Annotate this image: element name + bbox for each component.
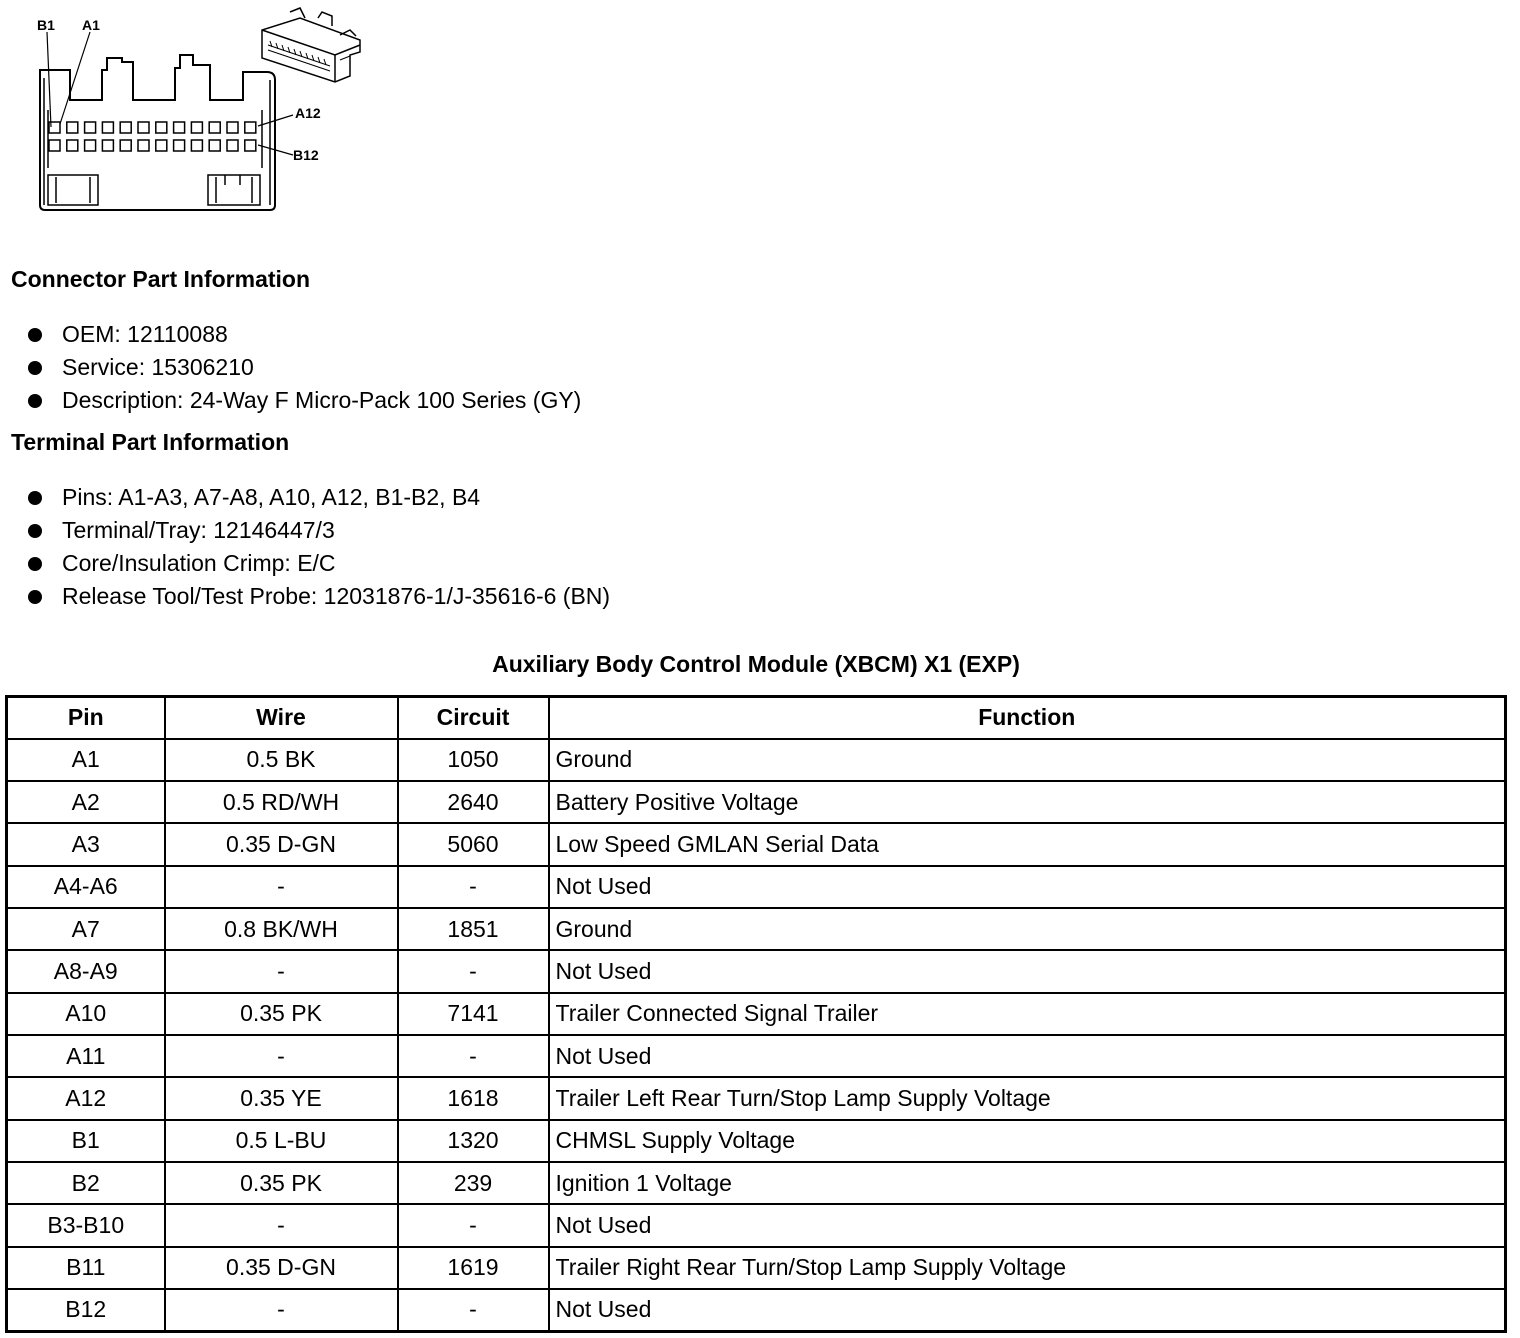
cell-pin: A7 (7, 908, 165, 950)
cell-function: Not Used (549, 950, 1506, 992)
cell-circuit: 2640 (398, 781, 549, 823)
bullet-icon (28, 557, 42, 571)
cell-wire: - (165, 866, 398, 908)
cell-function: Trailer Left Rear Turn/Stop Lamp Supply Voltage (549, 1077, 1506, 1119)
list-item (28, 580, 610, 613)
cell-pin: A1 (7, 739, 165, 781)
list-item (28, 481, 610, 514)
cell-circuit: 239 (398, 1162, 549, 1204)
cell-function: Battery Positive Voltage (549, 781, 1506, 823)
cell-circuit: 1050 (398, 739, 549, 781)
list-item (28, 384, 581, 417)
list-item (28, 514, 610, 547)
list-item-text: Terminal/Tray: 12146447/3 (62, 517, 335, 543)
column-header-wire: Wire (165, 697, 398, 739)
pin-cavity (67, 140, 78, 151)
callout-a12: A12 (295, 105, 321, 121)
pin-cavity (245, 140, 256, 151)
cell-pin: B2 (7, 1162, 165, 1204)
cell-function: Low Speed GMLAN Serial Data (549, 823, 1506, 865)
cell-wire: 0.35 D-GN (165, 1247, 398, 1289)
bullet-icon (28, 590, 42, 604)
pin-cavity (102, 140, 113, 151)
cell-function: Trailer Right Rear Turn/Stop Lamp Supply Voltage (549, 1247, 1506, 1289)
bullet-icon (28, 524, 42, 538)
pin-cavity (120, 140, 131, 151)
cell-wire: 0.35 YE (165, 1077, 398, 1119)
list-item (28, 318, 581, 351)
column-header-function: Function (549, 697, 1506, 739)
cell-circuit: - (398, 1035, 549, 1077)
pin-cavity (49, 140, 60, 151)
cell-function: Not Used (549, 1204, 1506, 1246)
pin-cavity (138, 122, 149, 133)
pin-cavity (209, 122, 220, 133)
pin-cavity (85, 140, 96, 151)
cell-circuit: 5060 (398, 823, 549, 865)
connector-part-info-list (28, 318, 581, 417)
table-row (7, 1077, 1506, 1119)
cell-pin: A4-A6 (7, 866, 165, 908)
cell-function: Not Used (549, 1035, 1506, 1077)
cell-pin: B11 (7, 1247, 165, 1289)
cell-wire: 0.35 PK (165, 1162, 398, 1204)
table-row (7, 1120, 1506, 1162)
pin-cavity (227, 140, 238, 151)
list-item-text: Release Tool/Test Probe: 12031876-1/J-35616-6 (BN) (62, 583, 611, 609)
cell-circuit: - (398, 866, 549, 908)
cell-wire: 0.35 PK (165, 993, 398, 1035)
table-row (7, 1035, 1506, 1077)
table-row (7, 739, 1506, 781)
cell-circuit: 1618 (398, 1077, 549, 1119)
table-row (7, 1204, 1506, 1246)
pin-cavity (156, 140, 167, 151)
table-body (7, 739, 1506, 1332)
list-item-text: Service: 15306210 (62, 354, 254, 380)
list-item (28, 351, 581, 384)
connector-part-info-heading: Connector Part Information (11, 266, 311, 292)
cell-circuit: 7141 (398, 993, 549, 1035)
pin-cavity (174, 122, 185, 133)
cell-pin: A10 (7, 993, 165, 1035)
pin-cavity (67, 122, 78, 133)
cell-function: Not Used (549, 1289, 1506, 1332)
cell-pin: A11 (7, 1035, 165, 1077)
table-row (7, 1162, 1506, 1204)
list-item-text: Description: 24-Way F Micro-Pack 100 Series (GY) (62, 387, 582, 413)
column-header-circuit: Circuit (398, 697, 549, 739)
callout-b1: B1 (37, 17, 55, 33)
terminal-part-info-list (28, 481, 610, 613)
table-row (7, 781, 1506, 823)
cell-pin: B1 (7, 1120, 165, 1162)
cell-wire: - (165, 1204, 398, 1246)
cell-wire: 0.5 RD/WH (165, 781, 398, 823)
pin-cavity (227, 122, 238, 133)
cell-circuit: 1619 (398, 1247, 549, 1289)
cell-pin: A8-A9 (7, 950, 165, 992)
cell-function: Ground (549, 908, 1506, 950)
cell-circuit: - (398, 1204, 549, 1246)
cell-wire: 0.8 BK/WH (165, 908, 398, 950)
terminal-part-info-heading: Terminal Part Information (11, 429, 290, 455)
cell-function: Ground (549, 739, 1506, 781)
table-row (7, 950, 1506, 992)
cell-circuit: 1320 (398, 1120, 549, 1162)
pin-cavity (174, 140, 185, 151)
list-item-text: Pins: A1-A3, A7-A8, A10, A12, B1-B2, B4 (62, 484, 481, 510)
bullet-icon (28, 394, 42, 408)
callout-a1: A1 (82, 17, 100, 33)
cell-wire: 0.5 BK (165, 739, 398, 781)
cell-pin: A12 (7, 1077, 165, 1119)
pin-cavity (102, 122, 113, 133)
cell-pin: A2 (7, 781, 165, 823)
cell-circuit: - (398, 1289, 549, 1332)
table-header-row (7, 697, 1506, 739)
bullet-icon (28, 361, 42, 375)
pin-cavity (245, 122, 256, 133)
cell-circuit: - (398, 950, 549, 992)
cell-pin: B12 (7, 1289, 165, 1332)
cell-function: Ignition 1 Voltage (549, 1162, 1506, 1204)
cell-wire: - (165, 1035, 398, 1077)
table-row (7, 993, 1506, 1035)
table-row (7, 823, 1506, 865)
pin-cavity (138, 140, 149, 151)
pin-cavity (156, 122, 167, 133)
table-row (7, 866, 1506, 908)
cell-wire: - (165, 1289, 398, 1332)
cell-circuit: 1851 (398, 908, 549, 950)
connector-diagram (0, 0, 400, 225)
table-row (7, 1247, 1506, 1289)
bullet-icon (28, 491, 42, 505)
pin-cavity (120, 122, 131, 133)
pin-cavity (85, 122, 96, 133)
callout-b12: B12 (293, 147, 319, 163)
list-item (28, 547, 610, 580)
pinout-table (5, 695, 1507, 1333)
cell-function: Not Used (549, 866, 1506, 908)
cell-wire: - (165, 950, 398, 992)
pin-cavities (49, 122, 256, 151)
pin-cavity (191, 140, 202, 151)
table-title: Auxiliary Body Control Module (XBCM) X1 (EXP) (492, 651, 1020, 677)
cell-wire: 0.35 D-GN (165, 823, 398, 865)
cell-function: CHMSL Supply Voltage (549, 1120, 1506, 1162)
cell-pin: B3-B10 (7, 1204, 165, 1246)
table-row (7, 1289, 1506, 1332)
pin-cavity (191, 122, 202, 133)
cell-wire: 0.5 L-BU (165, 1120, 398, 1162)
list-item-text: Core/Insulation Crimp: E/C (62, 550, 336, 576)
cell-pin: A3 (7, 823, 165, 865)
column-header-pin: Pin (7, 697, 165, 739)
bullet-icon (28, 328, 42, 342)
pin-cavity (209, 140, 220, 151)
cell-function: Trailer Connected Signal Trailer (549, 993, 1506, 1035)
list-item-text: OEM: 12110088 (62, 321, 228, 347)
table-row (7, 908, 1506, 950)
